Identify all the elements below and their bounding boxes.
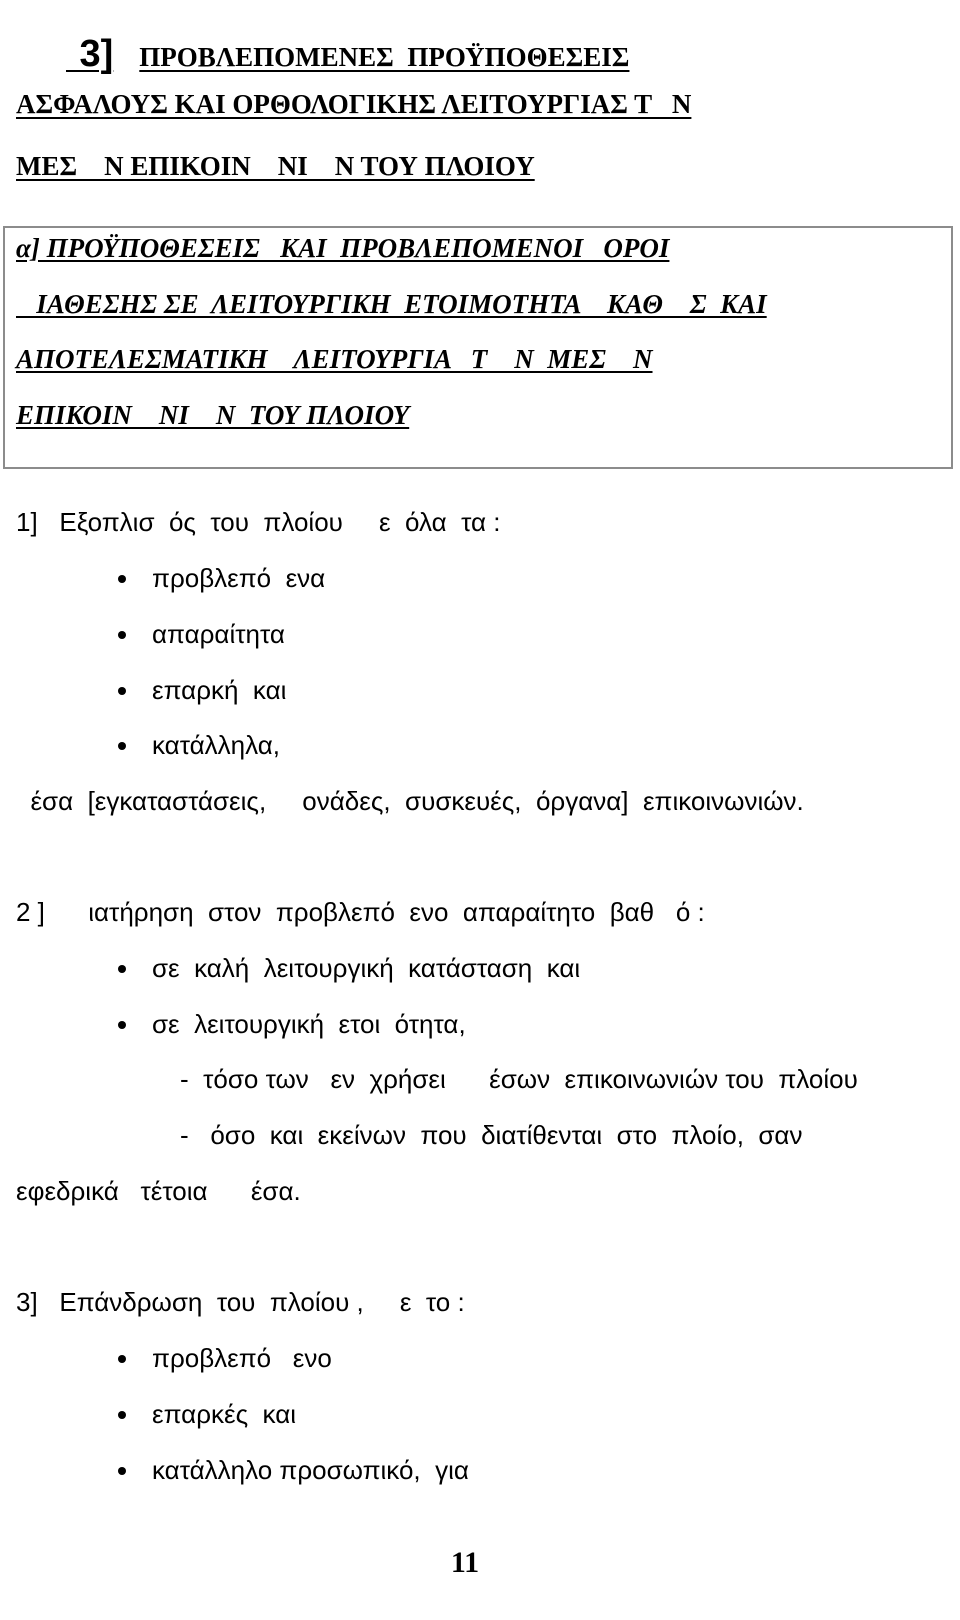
section-1-closing: έσα [εγκαταστάσεις, ονάδες, συσκευές, όργανα] επικοινωνιών. <box>16 786 804 816</box>
section-1-bullet-3: επαρκή και <box>152 675 287 705</box>
section-1-bullet-4: κατάλληλα, <box>152 730 280 760</box>
section-2-dash-2: - όσο και εκείνων που διατίθενται στο πλοίο, σαν <box>180 1120 803 1150</box>
section-heading-line-2: ΑΣΦΑΛΟΥΣ ΚΑΙ ΟΡΘΟΛΟΓΙΚΗΣ ΛΕΙΤΟΥΡΓΙΑΣ Τ Ν <box>16 89 692 119</box>
section-heading-line-3: ΜΕΣ Ν ΕΠΙΚΟΙΝ ΝΙ Ν ΤΟΥ ΠΛΟΙΟΥ <box>16 151 535 181</box>
section-2-bullet-2: σε λειτουργική ετοι ότητα, <box>152 1009 466 1039</box>
subheading-line-1: α] ΠΡΟΫΠΟΘΕΣΕΙΣ ΚΑΙ ΠΡΟΒΛΕΠΟΜΕΝΟΙ ΟΡΟΙ <box>16 233 670 263</box>
heading-text-1: ΠΡΟΒΛΕΠΟΜΕΝΕΣ ΠΡΟΫΠΟΘΕΣΕΙΣ <box>139 42 630 72</box>
section-3-title: 3] Επάνδρωση του πλοίου , ε το : <box>16 1287 465 1317</box>
bullet-icon <box>118 742 126 750</box>
section-number: 3] <box>79 33 114 75</box>
section-2-dash-1: - τόσο των εν χρήσει έσων επικοινωνιών του πλοίου <box>180 1064 858 1094</box>
bullet-icon <box>118 1355 126 1363</box>
section-3-bullet-3: κατάλληλο προσωπικό, για <box>152 1455 469 1485</box>
subheading-line-3: ΑΠΟΤΕΛΕΣΜΑΤΙΚΗ ΛΕΙΤΟΥΡΓΙΑ Τ Ν ΜΕΣ Ν <box>16 344 653 374</box>
bullet-icon <box>118 965 126 973</box>
section-2-title: 2 ] ιατήρηση στον προβλεπό ενο απαραίτητο βαθ ό : <box>16 897 705 927</box>
section-1-title: 1] Εξοπλισ ός του πλοίου ε όλα τα : <box>16 507 501 537</box>
bullet-icon <box>118 687 126 695</box>
section-heading-line-1 <box>66 6 629 73</box>
bullet-icon <box>118 631 126 639</box>
bullet-icon <box>118 1411 126 1419</box>
page-number: 11 <box>450 1546 480 1579</box>
section-3-bullet-1: προβλεπό ενο <box>152 1343 332 1373</box>
bullet-icon <box>118 575 126 583</box>
subheading-line-4: ΕΠΙΚΟΙΝ ΝΙ Ν ΤΟΥ ΠΛΟΙΟΥ <box>16 400 410 430</box>
section-1-bullet-2: απαραίτητα <box>152 619 285 649</box>
section-2-bullet-1: σε καλή λειτουργική κατάσταση και <box>152 953 581 983</box>
section-1-bullet-1: προβλεπό ενα <box>152 563 326 593</box>
bullet-icon <box>118 1021 126 1029</box>
subheading-line-2: ΙΑΘΕΣΗΣ ΣΕ ΛΕΙΤΟΥΡΓΙΚΗ ΕΤΟΙΜΟΤΗΤΑ ΚΑΘ Σ ΚΑΙ <box>16 289 767 319</box>
bullet-icon <box>118 1467 126 1475</box>
section-2-closing: εφεδρικά τέτοια έσα. <box>16 1176 301 1206</box>
section-3-bullet-2: επαρκές και <box>152 1399 297 1429</box>
